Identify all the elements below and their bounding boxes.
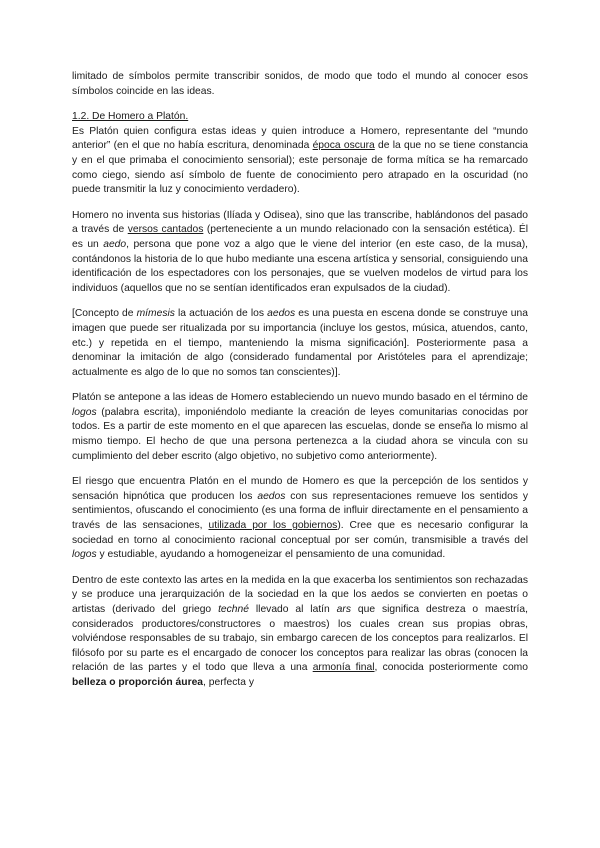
paragraph-homero-historias: Homero no inventa sus historias (Ilíada y Odisea), sino que las transcribe, hablándonos del pasado a través de versos cantados (perteneciente a un mundo relacionado con la sensación estética). Él es un aedo, persona que pone voz a algo que le viene del interior (en este caso, de la musa), contándonos la historia de lo que hubo mediante una escena artística y sensorial, consiguiendo una identificación de los espectadores con los personajes, que se vuelven modelos de virtud para los individuos (aquellos que no se sentían identificados eran expulsados de la ciudad). — [72, 209, 528, 294]
bold-term: belleza o proporción áurea — [72, 676, 204, 688]
paragraph-mimesis: [Concepto de mímesis la actuación de los aedos es una puesta en escena donde se construye una imagen que puede ser ritualizada por su importancia (incluye los gestos, música, atuendos, canto, etc.) y repetida en el tiempo, manteniendo la misma significación]. Posteriormente pasa a denominar la imitación de algo (considerado fundamental por Aristóteles para el aprendizaje; actualmente es algo de lo que no somos tan conscientes)]. — [72, 308, 528, 378]
underlined-term: utilizada por los gobiernos — [208, 520, 338, 532]
underlined-term: época oscura — [312, 140, 375, 152]
underlined-term: versos cantados — [127, 224, 204, 236]
paragraph-platon-homero: Es Platón quien configura estas ideas y quien introduce a Homero, representante del “mundo anterior” (en el que no había escritura, denominada época oscura de la que no se tiene constancia y en el que primaba el conocimiento sensorial); este personaje de forma mítica se ha remarcado como ciego, siendo así símbolo de fuente de conocimiento pero atrapado en la oscuridad (no puede transmitir la luz y conocimiento verdadero). — [72, 125, 528, 196]
italic-term: aedos — [267, 308, 296, 320]
italic-term: logos — [72, 406, 97, 418]
italic-term: techné — [218, 604, 249, 615]
underlined-term: armonía final — [312, 662, 375, 674]
italic-term: mímesis — [136, 308, 175, 320]
section-heading: 1.2. De Homero a Platón. — [72, 111, 189, 123]
italic-term: ars — [336, 604, 351, 615]
paragraph-artes: Dentro de este contexto las artes en la medida en la que exacerba los sentimientos son rechazadas y se produce una jerarquización de la sociedad en la que los aedos se convierten en poetas o artistas (derivado del griego techné llevado al latín ars que significa destreza o maestría, considerados productores/constructores o maestros) los cuales crean sus propias obras, volviéndose responsables de su trabajo, sin embargo carecen de los conceptos para realizarlos. El filósofo por su parte es el encargado de conocer los conceptos para realizar las obras (conocen la relación de las partes y el todo que lleva a una armonía final, conocida posteriormente como belleza o proporción áurea, perfecta y — [72, 574, 528, 688]
italic-term: aedo — [103, 238, 127, 250]
italic-term: aedos — [257, 490, 286, 502]
paragraph-logos: Platón se antepone a las ideas de Homero estableciendo un nuevo mundo basado en el término de logos (palabra escrita), imponiéndolo mediante la creación de leyes comunitarias conocidas por todos. Es a partir de este momento en el que aparecen las escuelas, donde se enseña lo mismo al mismo tiempo. El hecho de que una persona pertenezca a la ciudad ahora se vincula con su cumplimiento del deber escrito (algo objetivo, no subjetivo como anteriormente). — [72, 392, 528, 462]
paragraph-intro-continuation: limitado de símbolos permite transcribir sonidos, de modo que todo el mundo al conocer esos símbolos coincide en las ideas. — [72, 71, 528, 97]
italic-term: logos — [72, 549, 97, 561]
paragraph-riesgo: El riesgo que encuentra Platón en el mundo de Homero es que la percepción de los sentidos y sensación hipnótica que producen los aedos con sus representaciones remueve los sentidos y sentimientos, ofuscando el conocimiento (es una forma de influir directamente en el pensamiento a través de las sensaciones, utilizada por los gobiernos). Cree que es necesario configurar la sociedad en torno al conocimiento racional conceptual por ser común, transmisible a través del logos y estudiable, ayudando a homogeneizar el pensamiento de una comunidad. — [72, 476, 529, 561]
